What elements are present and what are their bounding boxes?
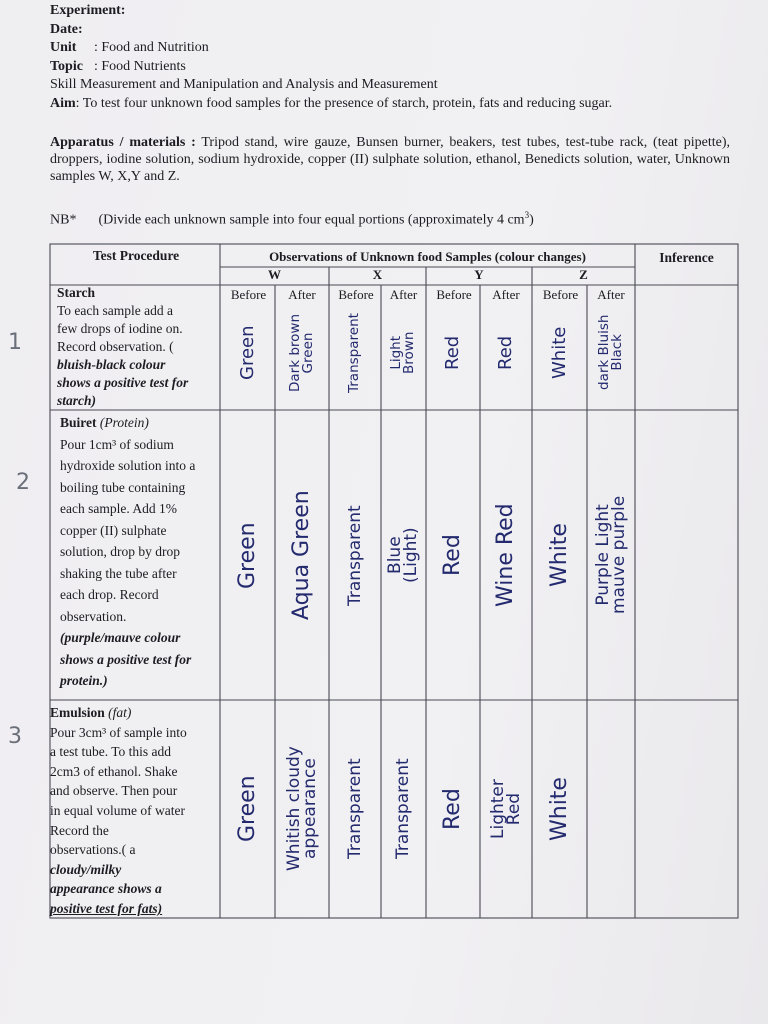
observation-entry: White [547, 523, 572, 587]
procedure-emulsion [50, 703, 218, 919]
unit-line [50, 39, 740, 58]
observation-entry: Transparent [344, 758, 365, 859]
margin-number-2: 2 [16, 470, 30, 495]
procedure-title: Starch [57, 285, 96, 300]
observation-entry: Red [442, 335, 463, 370]
observation-entry: Aqua Green [289, 490, 314, 620]
topic-label: Topic [50, 58, 83, 74]
x-before-header: Before [338, 287, 374, 302]
unit-label: Unit [50, 40, 77, 55]
header-inference: Inference [659, 250, 714, 265]
procedure-line: Record observation. ( [57, 339, 174, 354]
observation-entry: Green [235, 521, 260, 589]
procedure-line: Pour 3cm³ of sample into [50, 724, 187, 740]
procedure-line: each drop. Record [60, 587, 159, 602]
procedure-line: and observe. Then pour [50, 783, 178, 799]
date-label: Date: [50, 21, 83, 37]
procedure-title-line [50, 703, 218, 723]
observation-entry: Dark brown Green [287, 313, 316, 392]
observation-entry: Light Brown [388, 331, 417, 374]
observation-entry: Green [237, 325, 258, 380]
header-observations: Observations of Unknown food Samples (colour changes) [269, 249, 586, 264]
sample-y-header: Y [474, 267, 484, 282]
procedure-line: a test tube. To this add [50, 744, 172, 760]
procedure-line: observations.( a [50, 842, 136, 858]
margin-number-3: 3 [8, 724, 22, 749]
apparatus-paragraph [50, 134, 730, 185]
procedure-biuret [60, 412, 216, 692]
header [50, 2, 740, 113]
procedure-title-sub: (fat) [104, 705, 132, 720]
apparatus-label: Apparatus / materials : [50, 135, 196, 150]
x-after-header: After [389, 287, 418, 302]
aim-value: : To test four unknown food samples for the presence of starch, protein, fats and reducing sugar. [75, 95, 613, 111]
observation-entry: Lighter Red [488, 778, 525, 839]
observation-entry: Red [440, 534, 465, 576]
z-before-header: Before [542, 287, 579, 302]
procedure-line: each sample. Add 1% [60, 501, 177, 516]
procedure-line: solution, drop by drop [60, 544, 180, 559]
procedure-line: Record the [50, 822, 109, 838]
observation-entry: Green [235, 775, 260, 842]
procedure-title-line [60, 412, 216, 434]
procedure-line: hydroxide solution into a [60, 458, 196, 473]
aim-label: Aim [50, 95, 76, 111]
procedure-title: Emulsion [50, 705, 105, 720]
observation-entry: White [547, 776, 572, 841]
skill-line: Skill Measurement and Manipulation and Analysis and Measurement [50, 77, 438, 92]
header-test-procedure: Test Procedure [92, 248, 180, 263]
procedure-line: bluish-black colour [57, 357, 166, 372]
nb-label: NB* [50, 212, 77, 228]
procedure-starch [57, 284, 217, 410]
sample-x-header: X [372, 267, 383, 282]
observation-entry: Wine Red [493, 503, 518, 607]
observation-entry: Transparent [392, 758, 413, 859]
observation-entry: dark Bluish Black [596, 314, 625, 390]
procedure-line: appearance shows a [50, 881, 162, 897]
observation-entry: Purple Light mauve purple [593, 495, 630, 614]
observation-entry: Red [440, 787, 465, 830]
observation-entry: Whitish cloudy appearance [284, 746, 321, 871]
aim-line [50, 95, 740, 114]
procedure-line: shaking the tube after [60, 565, 177, 581]
procedure-line: (purple/mauve colour [60, 630, 181, 645]
procedure-line: few drops of iodine on. [57, 321, 183, 336]
procedure-line: To each sample add a [57, 303, 174, 318]
procedure-line: Pour 1cm³ of sodium [60, 436, 174, 452]
procedure-line: shows a positive test for [57, 375, 189, 390]
procedure-line: boiling tube containing [60, 479, 186, 495]
procedure-title-sub: (Protein) [96, 415, 149, 430]
topic-value: : Food Nutrients [94, 58, 186, 74]
topic-line [50, 58, 740, 77]
margin-number-1: 1 [8, 330, 22, 355]
w-before-header: Before [230, 287, 267, 302]
procedure-line: positive test for fats) [50, 900, 163, 916]
apparatus-text: Tripod stand, wire gauze, Bunsen burner, beakers, test tubes, test-tube rack, (teat pipette), droppers, iodine solution, sodium hydroxide, copper (II) sulphate solution, ethanol, Benedicts solution, water, Unknown samples W, X,Y and Z. [50, 135, 730, 184]
observation-entry: White [549, 326, 570, 379]
procedure-line: 2cm3 of ethanol. Shake [50, 763, 178, 779]
procedure-line: protein.) [60, 673, 108, 688]
observation-entry: Transparent [346, 312, 362, 393]
procedure-line: copper (II) sulphate [60, 522, 167, 538]
nb-tail: ) [529, 212, 534, 228]
procedure-line: shows a positive test for [60, 651, 192, 667]
procedure-line: starch) [57, 393, 97, 408]
observation-entry: Transparent [344, 504, 365, 606]
observation-entry: Blue (Light) [385, 527, 422, 583]
procedure-title: Buiret [60, 415, 97, 430]
procedure-line: in equal volume of water [50, 802, 185, 818]
experiment-label: Experiment: [50, 3, 126, 18]
y-after-header: After [492, 287, 520, 302]
nb-note [50, 210, 534, 229]
observation-entry: Red [495, 335, 516, 370]
nb-text: (Divide each unknown sample into four equal portions (approximately 4 cm [98, 212, 525, 228]
nb-sup: 3 [524, 210, 530, 220]
procedure-line: observation. [60, 608, 127, 624]
sample-w-header: W [268, 267, 281, 282]
y-before-header: Before [436, 287, 472, 302]
sample-z-header: Z [579, 267, 588, 282]
w-after-header: After [288, 287, 316, 302]
procedure-line: cloudy/milky [50, 861, 122, 877]
unit-value: : Food and Nutrition [94, 40, 209, 55]
z-after-header: After [597, 287, 625, 302]
